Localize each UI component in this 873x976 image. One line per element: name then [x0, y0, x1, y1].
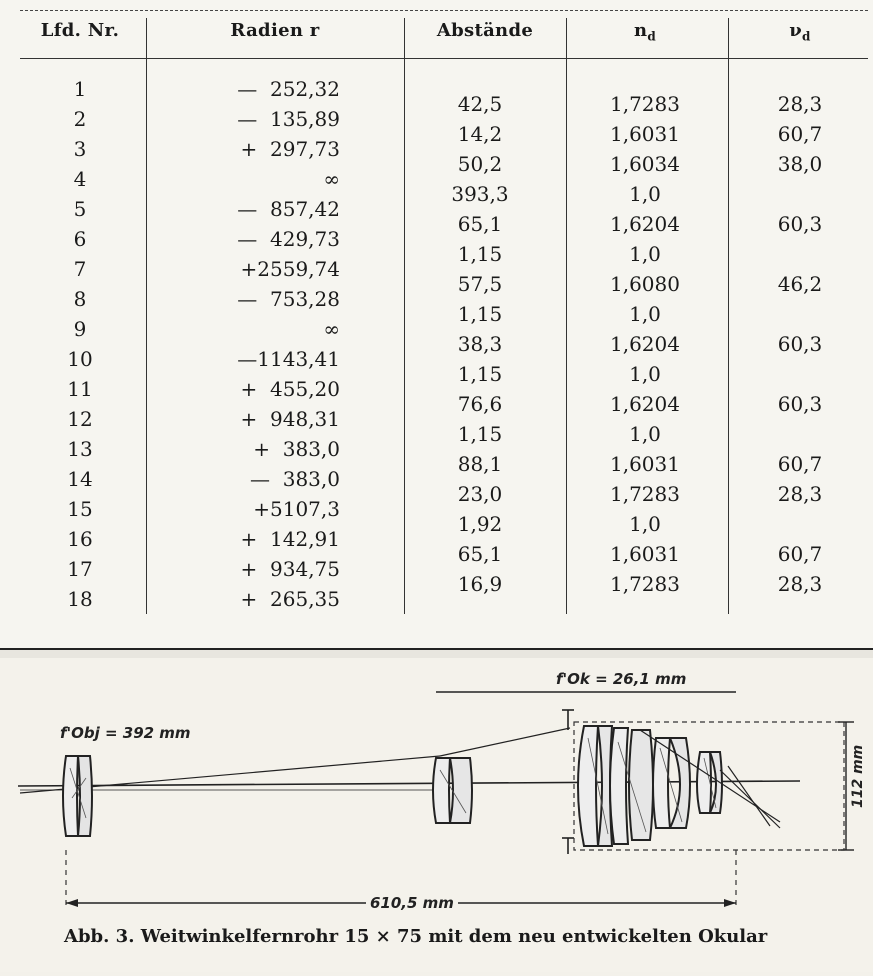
height-label: 112 mm: [850, 744, 866, 808]
refractive-index-value: 1,6204: [610, 332, 680, 356]
row-number: 11: [67, 377, 93, 401]
radius-value: +2559,74: [240, 257, 340, 281]
refractive-index-value: 1,7283: [610, 482, 680, 506]
refractive-index-value: 1,6031: [610, 122, 680, 146]
row-number: 12: [67, 407, 93, 431]
row-number: 14: [67, 467, 93, 491]
refractive-index-value: 1,6204: [610, 212, 680, 236]
refractive-index-value: 1,0: [629, 302, 661, 326]
refractive-index-value: 1,0: [629, 242, 661, 266]
radius-value: + 948,31: [240, 407, 340, 431]
radius-value: + 934,75: [240, 557, 340, 581]
header-radius: Radien r: [230, 20, 320, 41]
row-number: 6: [73, 227, 87, 251]
radius-value: + 142,91: [240, 527, 340, 551]
column-divider: [566, 18, 567, 614]
table-top-rule: [20, 10, 868, 11]
row-number: 5: [73, 197, 87, 221]
abbe-number-value: 28,3: [777, 482, 823, 506]
distance-value: 393,3: [451, 182, 509, 206]
abbe-number-value: 60,7: [777, 542, 823, 566]
abbe-number-value: 28,3: [777, 572, 823, 596]
row-number: 1: [73, 77, 87, 101]
refractive-index-value: 1,6031: [610, 542, 680, 566]
row-number: 3: [73, 137, 87, 161]
table-header-rule: [20, 58, 868, 59]
refractive-index-value: 1,0: [629, 512, 661, 536]
radius-value: + 297,73: [240, 137, 340, 161]
field-lens: [433, 758, 472, 823]
refractive-index-value: 1,0: [629, 362, 661, 386]
radius-value: ∞: [323, 167, 340, 191]
column-divider: [146, 18, 147, 614]
radius-value: — 383,0: [250, 467, 340, 491]
refractive-index-value: 1,6204: [610, 392, 680, 416]
optical-diagram: [0, 658, 873, 972]
radius-value: — 429,73: [237, 227, 340, 251]
abbe-number-value: 60,3: [777, 392, 823, 416]
light-ray: [440, 728, 570, 756]
distance-value: 14,2: [457, 122, 503, 146]
abbe-number-value: 60,7: [777, 122, 823, 146]
row-number: 7: [73, 257, 87, 281]
abbe-number-value: 60,3: [777, 212, 823, 236]
length-label: 610,5 mm: [370, 894, 454, 912]
row-number: 15: [67, 497, 93, 521]
radius-value: — 252,32: [237, 77, 340, 101]
header-nr: Lfd. Nr.: [40, 20, 120, 41]
column-divider: [728, 18, 729, 614]
f-ok-label: f'Ok = 26,1 mm: [556, 670, 687, 688]
radius-value: — 857,42: [237, 197, 340, 221]
refractive-index-value: 1,6031: [610, 452, 680, 476]
distance-value: 16,9: [457, 572, 503, 596]
distance-value: 76,6: [457, 392, 503, 416]
refractive-index-value: 1,6080: [610, 272, 680, 296]
header-vd: [735, 20, 865, 44]
f-obj-label: f'Obj = 392 mm: [60, 724, 191, 742]
refractive-index-value: 1,7283: [610, 572, 680, 596]
distance-value: 1,15: [457, 362, 503, 386]
figure-caption: Abb. 3. Weitwinkelfernrohr 15 × 75 mit dem neu entwickelten Okular: [64, 926, 768, 947]
telescope-diagram-svg: [0, 658, 873, 972]
objective-lens: [63, 756, 92, 836]
radius-value: — 753,28: [237, 287, 340, 311]
distance-value: 65,1: [457, 542, 503, 566]
row-number: 17: [67, 557, 93, 581]
header-vd-subscript: d: [802, 29, 811, 44]
abbe-number-value: 46,2: [777, 272, 823, 296]
row-number: 2: [73, 107, 87, 131]
eyepiece-lens-group: [578, 726, 722, 846]
header-vd-symbol: ν: [789, 20, 803, 41]
refractive-index-value: 1,0: [629, 422, 661, 446]
exit-ray: [720, 770, 780, 828]
header-distances: Abstände: [436, 20, 534, 41]
refractive-index-value: 1,7283: [610, 92, 680, 116]
radius-value: + 265,35: [240, 587, 340, 611]
distance-value: 1,15: [457, 242, 503, 266]
distance-value: 38,3: [457, 332, 503, 356]
refractive-index-value: 1,6034: [610, 152, 680, 176]
header-nd-symbol: n: [633, 20, 648, 41]
row-number: 10: [67, 347, 93, 371]
distance-value: 57,5: [457, 272, 503, 296]
distance-value: 1,15: [457, 302, 503, 326]
row-number: 13: [67, 437, 93, 461]
radius-value: —1143,41: [237, 347, 340, 371]
abbe-number-value: 60,3: [777, 332, 823, 356]
radius-value: ∞: [323, 317, 340, 341]
distance-value: 1,15: [457, 422, 503, 446]
radius-value: +5107,3: [253, 497, 340, 521]
radius-value: — 135,89: [237, 107, 340, 131]
header-nd-subscript: d: [647, 29, 657, 44]
header-nd: [570, 20, 720, 44]
row-number: 4: [73, 167, 87, 191]
exit-ray: [728, 766, 770, 826]
abbe-number-value: 28,3: [777, 92, 823, 116]
radius-value: + 455,20: [240, 377, 340, 401]
row-number: 8: [73, 287, 87, 311]
row-number: 18: [67, 587, 93, 611]
row-number: 16: [67, 527, 93, 551]
distance-value: 88,1: [457, 452, 503, 476]
distance-value: 23,0: [457, 482, 503, 506]
distance-value: 1,92: [457, 512, 503, 536]
radius-value: + 383,0: [253, 437, 340, 461]
column-divider: [404, 18, 405, 614]
distance-value: 42,5: [457, 92, 503, 116]
row-number: 9: [73, 317, 87, 341]
distance-value: 50,2: [457, 152, 503, 176]
distance-value: 65,1: [457, 212, 503, 236]
abbe-number-value: 60,7: [777, 452, 823, 476]
refractive-index-value: 1,0: [629, 182, 661, 206]
abbe-number-value: 38,0: [777, 152, 823, 176]
